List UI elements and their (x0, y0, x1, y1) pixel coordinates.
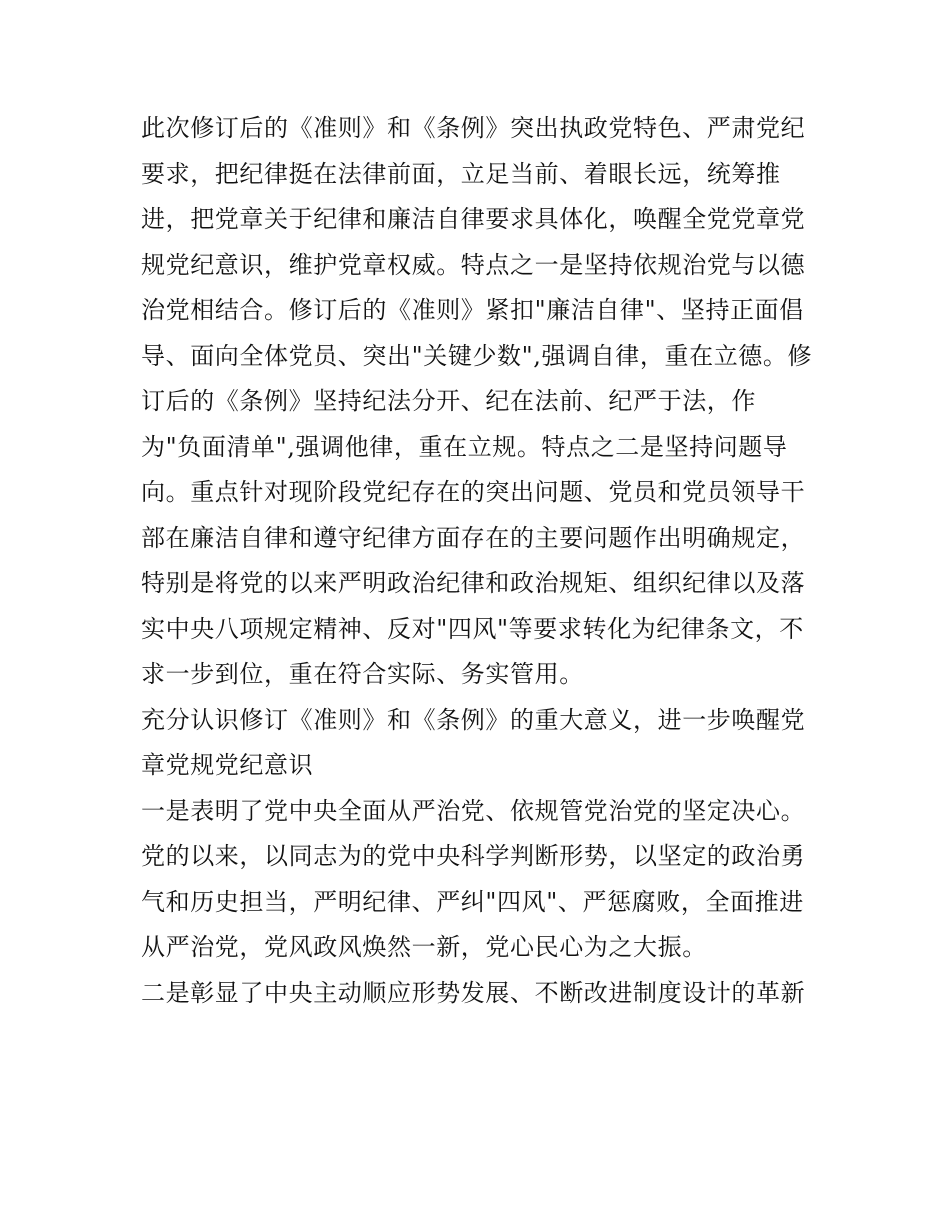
text-line: 为"负面清单",强调他律，重在立规。特点之二是坚持问题导 (141, 432, 788, 461)
section-heading-line: 章党规党纪意识 (141, 751, 314, 779)
text-line: 一是表明了党中央全面从严治党、依规管党治党的坚定决心。 (141, 796, 806, 825)
text-line: 规党纪意识，维护党章权威。特点之一是坚持依规治党与以德 (141, 250, 806, 279)
text-line: 特别是将党的以来严明政治纪律和政治规矩、组织纪律以及落 (141, 569, 806, 597)
text-line: 从严治党，党风政风焕然一新，党心民心为之大振。 (141, 933, 707, 961)
text-line: 部在廉洁自律和遵守纪律方面存在的主要问题作出明确规定， (141, 523, 806, 552)
text-line: 党的以来，以同志为的党中央科学判断形势，以坚定的政治勇 (141, 842, 806, 870)
text-line: 二是彰显了中央主动顺应形势发展、不断改进制度设计的革新 (141, 978, 806, 1007)
document-body (141, 106, 821, 1016)
text-line: 订后的《条例》坚持纪法分开、纪在法前、纪严于法，作 (141, 387, 756, 415)
text-line: 实中央八项规定精神、反对"四风"等要求转化为纪律条文，不 (141, 614, 804, 643)
text-line: 导、面向全体党员、突出"关键少数",强调自律，重在立德。修 (141, 341, 813, 370)
text-line: 此次修订后的《准则》和《条例》突出执政党特色、严肃党纪 (141, 114, 806, 142)
text-line: 治党相结合。修订后的《准则》紧扣"廉洁自律"、坚持正面倡 (141, 296, 804, 324)
text-line: 进，把党章关于纪律和廉洁自律要求具体化，唤醒全党党章党 (141, 205, 806, 233)
section-heading-line: 充分认识修订《准则》和《条例》的重大意义，进一步唤醒党 (141, 705, 806, 734)
text-line: 向。重点针对现阶段党纪存在的突出问题、党员和党员领导干 (141, 478, 806, 506)
text-line: 气和历史担当，严明纪律、严纠"四风"、严惩腐败，全面推进 (141, 887, 804, 916)
text-line: 要求，把纪律挺在法律前面，立足当前、着眼长远，统筹推 (141, 159, 781, 188)
text-line: 求一步到位，重在符合实际、务实管用。 (141, 660, 584, 688)
